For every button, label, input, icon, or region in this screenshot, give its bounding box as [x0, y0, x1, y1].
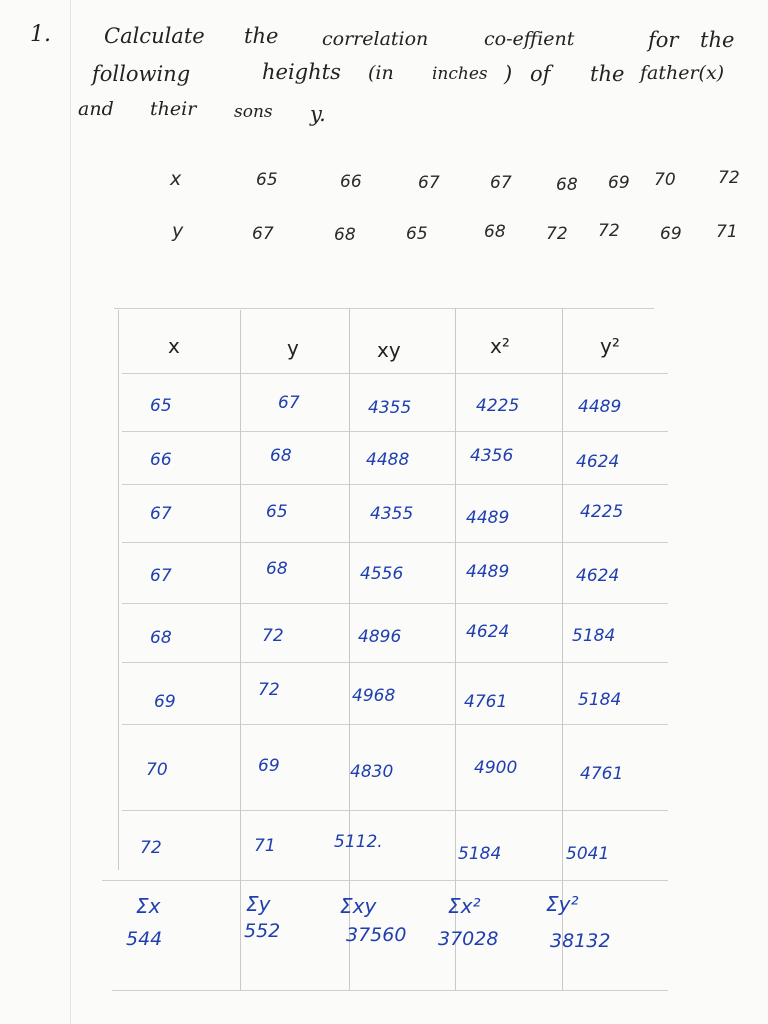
y-value: 72 [546, 224, 568, 244]
sum-value: 552 [244, 920, 281, 942]
table-row-divider [122, 431, 668, 432]
table-col-divider [118, 310, 119, 870]
sum-label: Σxy [340, 894, 377, 918]
table-cell: 4225 [476, 396, 520, 416]
table-cell: 72 [140, 838, 162, 858]
table-row-divider [122, 373, 668, 374]
table-cell: 65 [150, 396, 172, 416]
table-cell: 4356 [470, 446, 514, 466]
table-row-divider [122, 724, 668, 725]
question-word: following [92, 62, 191, 86]
y-value: 68 [484, 222, 506, 242]
question-word: and [78, 98, 114, 120]
table-top-border [114, 308, 654, 309]
table-col-divider [240, 310, 241, 990]
table-header-xy: xy [377, 338, 401, 362]
sum-label: Σy [246, 892, 271, 916]
table-header-y-squared: y² [600, 334, 620, 358]
table-cell: 67 [278, 393, 300, 413]
table-cell: 68 [150, 628, 172, 648]
table-row-divider [122, 603, 668, 604]
table-cell: 4896 [358, 627, 402, 647]
table-cell: 71 [254, 836, 276, 856]
table-cell: 66 [150, 450, 172, 470]
table-cell: 5041 [566, 844, 610, 864]
table-cell: 4900 [474, 758, 518, 778]
x-value: 70 [654, 170, 676, 190]
question-word: heights [262, 60, 341, 84]
table-cell: 69 [258, 756, 280, 776]
table-cell: 4225 [580, 502, 624, 522]
sum-label: Σx² [448, 894, 481, 918]
table-cell: 4624 [576, 452, 620, 472]
question-number: 1. [30, 22, 51, 47]
page-margin-line [70, 0, 71, 1024]
table-row-divider [122, 542, 668, 543]
table-cell: 4355 [368, 398, 412, 418]
x-value: 65 [256, 170, 278, 190]
x-value: 66 [340, 172, 362, 192]
question-word: co-effient [484, 28, 575, 50]
table-cell: 4624 [466, 622, 510, 642]
question-word: sons [234, 102, 273, 122]
y-value: 67 [252, 224, 274, 244]
table-row-divider [122, 662, 668, 663]
table-cell: 4968 [352, 686, 396, 706]
y-row-label: y [172, 220, 184, 242]
table-cell: 67 [150, 504, 172, 524]
x-value: 67 [418, 173, 440, 193]
table-col-divider [455, 308, 456, 990]
table-cell: 67 [150, 566, 172, 586]
x-row-label: x [170, 168, 182, 190]
question-word: their [150, 98, 197, 120]
table-cell: 70 [146, 760, 168, 780]
table-cell: 72 [258, 680, 280, 700]
table-cell: 5184 [572, 626, 616, 646]
sum-label: Σx [136, 894, 161, 918]
table-col-divider [562, 308, 563, 990]
question-word: ) [504, 62, 513, 86]
question-word: correlation [322, 28, 429, 50]
question-word: the [244, 24, 279, 48]
sum-value: 37028 [438, 928, 499, 950]
table-row-divider [102, 880, 668, 881]
question-word: (in [368, 62, 394, 84]
y-value: 72 [598, 221, 620, 241]
table-row-divider [122, 484, 668, 485]
y-value: 69 [660, 224, 682, 244]
table-header-x: x [168, 334, 180, 358]
sum-value: 37560 [346, 924, 407, 946]
x-value: 69 [608, 173, 630, 193]
table-cell: 4355 [370, 504, 414, 524]
y-value: 65 [406, 224, 428, 244]
question-word: Calculate [104, 24, 205, 48]
x-value: 67 [490, 173, 512, 193]
question-word: y. [310, 102, 326, 126]
y-value: 71 [716, 222, 738, 242]
question-word: the [700, 28, 735, 52]
question-word: inches [432, 64, 488, 84]
table-cell: 4761 [464, 692, 508, 712]
table-cell: 68 [266, 559, 288, 579]
question-word: father(x) [640, 62, 725, 84]
table-header-y: y [287, 336, 299, 360]
question-word: for [648, 28, 679, 52]
table-cell: 72 [262, 626, 284, 646]
y-value: 68 [334, 225, 356, 245]
table-cell: 69 [154, 692, 176, 712]
table-cell: 4830 [350, 762, 394, 782]
table-cell: 65 [266, 502, 288, 522]
question-word: the [590, 62, 625, 86]
table-cell: 4624 [576, 566, 620, 586]
table-cell: 4488 [366, 450, 410, 470]
table-cell: 68 [270, 446, 292, 466]
sum-label: Σy² [546, 892, 579, 916]
x-value: 72 [718, 168, 740, 188]
table-cell: 5184 [578, 690, 622, 710]
table-header-x-squared: x² [490, 334, 510, 358]
table-cell: 4556 [360, 564, 404, 584]
table-cell: 5112. [334, 832, 383, 852]
table-cell: 4489 [578, 397, 622, 417]
table-cell: 4489 [466, 562, 510, 582]
x-value: 68 [556, 175, 578, 195]
table-row-divider [122, 810, 668, 811]
sum-value: 38132 [550, 930, 611, 952]
table-cell: 4761 [580, 764, 624, 784]
table-bottom-border [112, 990, 668, 991]
table-cell: 5184 [458, 844, 502, 864]
sum-value: 544 [126, 928, 163, 950]
question-word: of [530, 62, 551, 86]
table-col-divider [349, 308, 350, 990]
table-cell: 4489 [466, 508, 510, 528]
